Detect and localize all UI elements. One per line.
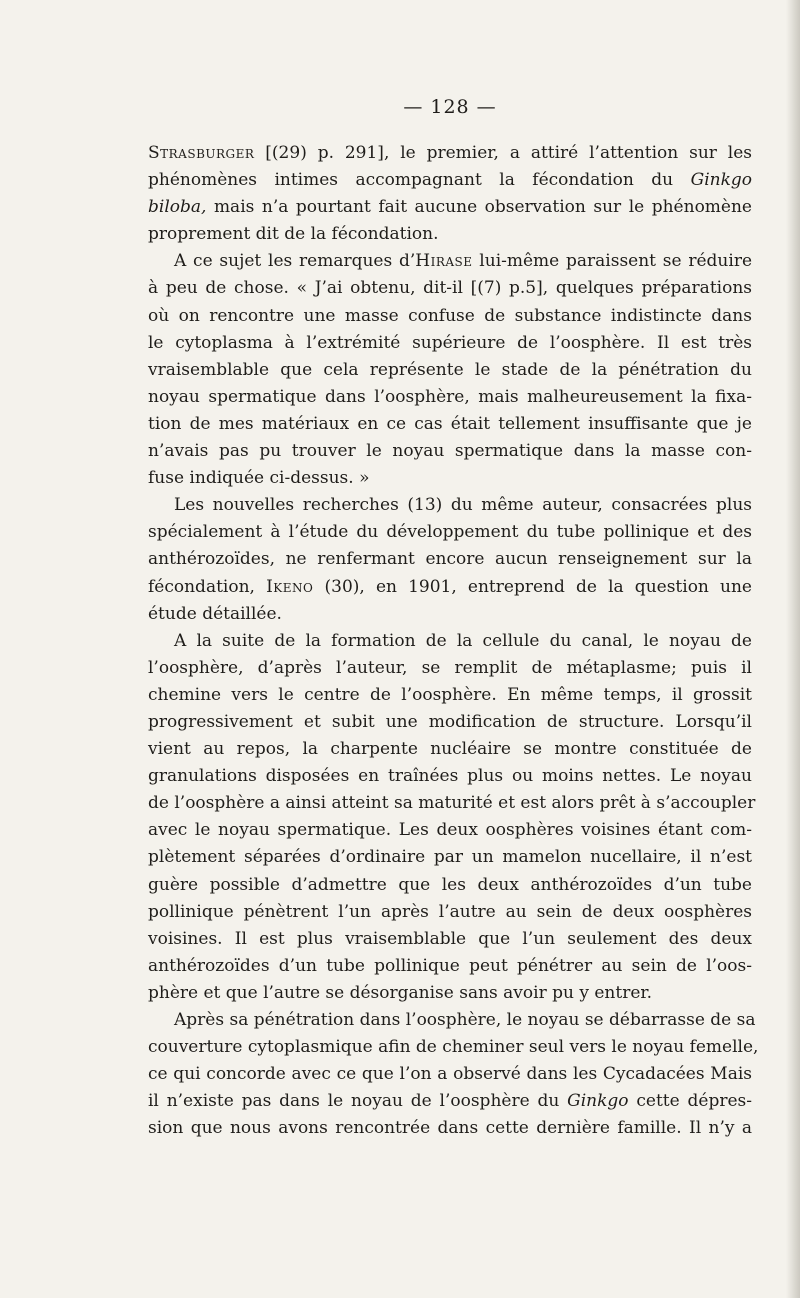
text-segment: Après sa pénétration dans l’oosphère, le noyau se débarrasse de sa (174, 1010, 756, 1030)
text-segment: noyau spermatique dans l’oosphère, mais malheureusement la fixa- (148, 386, 752, 407)
text-line (148, 844, 752, 871)
text-segment: vraisemblable que cela représente le stade de la pénétration du (148, 359, 752, 380)
text-line (148, 682, 752, 709)
text-segment: fuse indiquée ci-dessus. » (148, 468, 370, 489)
text-segment: plètement séparées d’ordinaire par un mamelon nucellaire, il n’est (148, 847, 752, 868)
text-line (148, 628, 752, 655)
text-segment: cette dépres- (628, 1091, 752, 1112)
text-line (148, 953, 752, 980)
text-line (148, 411, 752, 438)
text-line (148, 926, 752, 953)
text-segment: n’avais pas pu trouver le noyau spermatique dans la masse con- (148, 441, 752, 462)
text-line (148, 899, 752, 926)
text-line (148, 519, 752, 546)
text-line (148, 357, 752, 384)
text-segment: pollinique pénètrent l’un après l’autre au sein de deux oosphères (148, 901, 752, 922)
text-line (148, 1115, 752, 1142)
text-line (148, 384, 752, 411)
text-line (148, 492, 752, 519)
text-line (148, 655, 752, 682)
text-line (148, 1034, 759, 1061)
text-segment: A ce sujet les remarques d’ (174, 251, 416, 272)
text-line (148, 221, 752, 248)
text-segment: de l’oosphère a ainsi atteint sa maturité et est alors prêt à s’accoupler (148, 793, 756, 814)
scan-shadow-edge (786, 0, 800, 1298)
text-segment: l’oosphère, d’après l’auteur, se remplit de métaplasme; puis il (148, 657, 752, 678)
text-segment: progressivement et subit une modification de structure. Lorsqu’il (148, 711, 752, 732)
text-line (148, 194, 752, 221)
text-line (148, 790, 756, 817)
text-line (148, 1061, 752, 1088)
author-name: Hirase (415, 251, 473, 272)
text-segment: anthérozoïdes d’un tube pollinique peut pénétrer au sein de l’oos- (148, 955, 752, 976)
author-name: Ikeno (266, 576, 314, 597)
text-segment: A la suite de la formation de la cellule du canal, le noyau de (174, 630, 752, 651)
text-segment: lui-même paraissent se réduire (472, 251, 752, 272)
text-segment: ce qui concorde avec ce que l’on a observé dans les Cycadacées Mais (148, 1064, 752, 1085)
text-segment: il n’existe pas dans le noyau de l’oosphère du (148, 1091, 568, 1112)
text-segment: phénomènes intimes accompagnant la fécondation du (148, 170, 691, 191)
text-segment: (30), en 1901, entreprend de la question une (313, 576, 752, 597)
text-segment: à peu de chose. « J’ai obtenu, dit-il [(7) p.5], quelques préparations (148, 278, 752, 299)
body-text (148, 140, 759, 1142)
text-segment: mais n’a pourtant fait aucune observation sur le phénomène (206, 197, 752, 218)
text-segment: [(29) p. 291], le premier, a attiré l’attention sur les (254, 143, 752, 163)
text-line (148, 167, 752, 194)
text-segment: spécialement à l’étude du développement du tube pollinique et des (148, 522, 752, 543)
text-segment: Les nouvelles recherches (13) du même auteur, consacrées plus (174, 495, 752, 516)
italic-term: biloba, (148, 197, 207, 218)
italic-term: Ginkgo (690, 170, 752, 191)
page-number: — 128 — (403, 96, 497, 118)
text-segment: voisines. Il est plus vraisemblable que l’un seulement des deux (148, 928, 752, 949)
text-segment: fécondation, (148, 576, 267, 597)
text-segment: couverture cytoplasmique afin de cheminer seul vers le noyau femelle, (148, 1037, 759, 1058)
text-segment: granulations disposées en traînées plus ou moins nettes. Le noyau (148, 766, 752, 787)
text-line (148, 330, 752, 357)
text-line (148, 763, 752, 790)
text-line (148, 980, 752, 1007)
text-segment: chemine vers le centre de l’oosphère. En même temps, il grossit (148, 684, 752, 705)
text-line (148, 601, 752, 628)
text-line (148, 438, 752, 465)
text-line (148, 736, 752, 763)
text-line (148, 275, 752, 302)
text-line (148, 546, 752, 573)
italic-term: Ginkgo (567, 1091, 629, 1112)
text-line (148, 872, 752, 899)
text-segment: étude détaillée. (148, 603, 282, 624)
text-segment: avec le noyau spermatique. Les deux oosphères voisines étant com- (148, 820, 752, 841)
text-line (148, 303, 752, 330)
text-line (148, 1088, 752, 1115)
text-segment: tion de mes matériaux en ce cas était tellement insuffisante que je (148, 413, 752, 434)
text-line (148, 709, 752, 736)
text-line (148, 140, 752, 167)
text-segment: le cytoplasma à l’extrémité supérieure de l’oosphère. Il est très (148, 332, 752, 353)
text-segment: sion que nous avons rencontrée dans cette dernière famille. Il n’y a (148, 1118, 752, 1139)
text-line (148, 465, 752, 492)
text-line (148, 574, 752, 601)
text-segment: vient au repos, la charpente nucléaire se montre constituée de (148, 739, 752, 760)
text-line (148, 1007, 756, 1034)
text-line (148, 248, 752, 275)
author-name: Strasburger (148, 143, 255, 163)
text-line (148, 817, 752, 844)
text-segment: guère possible d’admettre que les deux anthérozoïdes d’un tube (148, 874, 752, 895)
text-segment: phère et que l’autre se désorganise sans avoir pu y entrer. (148, 982, 653, 1003)
text-segment: proprement dit de la fécondation. (148, 224, 439, 245)
text-segment: anthérozoïdes, ne renfermant encore aucun renseignement sur la (148, 549, 752, 570)
text-segment: où on rencontre une masse confuse de substance indistincte dans (148, 305, 752, 326)
